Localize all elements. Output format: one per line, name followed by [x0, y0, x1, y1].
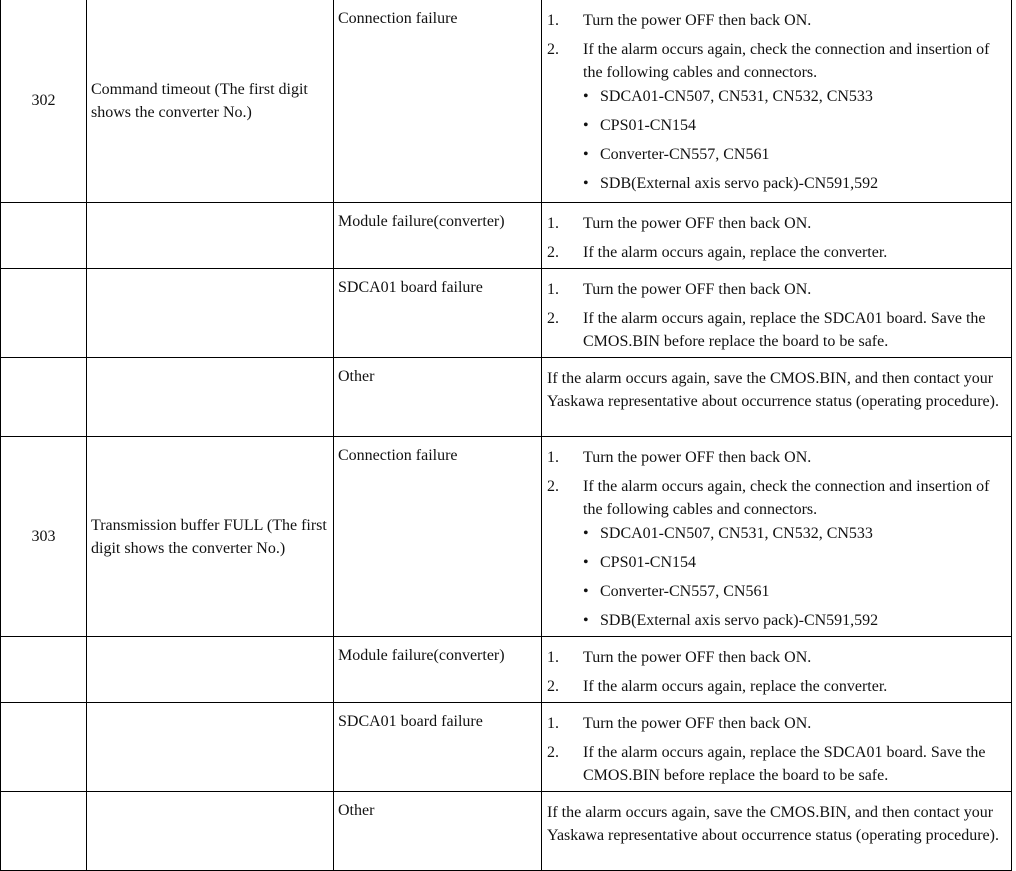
table-row	[1, 703, 1012, 792]
remedy-step	[547, 212, 1003, 235]
list-item: • SDCA01-CN507, CN531, CN532, CN533	[583, 85, 1003, 108]
empty-name-cell	[87, 269, 334, 358]
bullet-icon: •	[583, 175, 589, 192]
remedy-cell	[542, 0, 1012, 203]
remedy-step	[547, 9, 1003, 32]
remedy-cell	[542, 637, 1012, 703]
cause-cell	[334, 0, 542, 203]
step-number: 1.	[547, 715, 559, 732]
table-row	[1, 203, 1012, 269]
step-text: If the alarm occurs again, replace the SDCA01 board. Save the CMOS.BIN before replace the board to be safe.	[583, 744, 986, 784]
remedy-cell	[542, 358, 1012, 437]
step-number: 1.	[547, 12, 559, 29]
alarm-name-cell	[87, 437, 334, 637]
step-text: Turn the power OFF then back ON.	[583, 215, 812, 232]
list-item: • CPS01-CN154	[583, 114, 1003, 137]
alarm-number: 303	[31, 527, 56, 545]
step-text: If the alarm occurs again, replace the SDCA01 board. Save the CMOS.BIN before replace the board to be safe.	[583, 310, 986, 350]
alarm-name: Command timeout (The first digit shows the converter No.)	[91, 81, 308, 121]
bullet-icon: •	[583, 117, 589, 134]
step-number: 2.	[547, 678, 559, 695]
alarm-number-cell	[1, 0, 87, 203]
remedy-cell	[542, 703, 1012, 792]
remedy-cell	[542, 437, 1012, 637]
list-item: • SDB(External axis servo pack)-CN591,592	[583, 172, 1003, 195]
alarm-name-cell	[87, 0, 334, 203]
step-text: Turn the power OFF then back ON.	[583, 12, 812, 29]
bullet-icon: •	[583, 146, 589, 163]
remedy-step	[547, 675, 1003, 698]
step-number: 1.	[547, 215, 559, 232]
remedy-step	[547, 475, 1003, 632]
step-text: Turn the power OFF then back ON.	[583, 715, 812, 732]
remedy-step	[547, 278, 1003, 301]
remedy-step	[547, 646, 1003, 669]
cause-cell	[334, 637, 542, 703]
list-item: • SDCA01-CN507, CN531, CN532, CN533	[583, 522, 1003, 545]
step-number: 2.	[547, 244, 559, 261]
empty-number-cell	[1, 792, 87, 871]
remedy-cell	[542, 269, 1012, 358]
empty-name-cell	[87, 792, 334, 871]
list-item: • Converter-CN557, CN561	[583, 580, 1003, 603]
table-row	[1, 358, 1012, 437]
table-row	[1, 269, 1012, 358]
alarm-name: Transmission buffer FULL (The first digit shows the converter No.)	[91, 516, 327, 557]
remedy-step	[547, 38, 1003, 195]
step-text: Turn the power OFF then back ON.	[583, 281, 812, 298]
cause-text: Module failure(converter)	[338, 647, 505, 664]
remedy-text: If the alarm occurs again, save the CMOS.BIN, and then contact your Yaskawa representative about occurrence status (operating procedure).	[547, 370, 999, 410]
empty-number-cell	[1, 269, 87, 358]
step-number: 2.	[547, 478, 559, 495]
step-number: 1.	[547, 649, 559, 666]
cause-cell	[334, 792, 542, 871]
remedy-step	[547, 712, 1003, 735]
bullet-icon: •	[583, 583, 589, 600]
bullet-icon: •	[583, 554, 589, 571]
empty-name-cell	[87, 358, 334, 437]
list-item: • SDB(External axis servo pack)-CN591,592	[583, 609, 1003, 632]
empty-number-cell	[1, 703, 87, 792]
cause-text: SDCA01 board failure	[338, 279, 483, 296]
remedy-step	[547, 307, 1003, 353]
cause-text: Other	[338, 368, 375, 385]
cause-cell	[334, 269, 542, 358]
connector-list	[583, 85, 1003, 195]
empty-name-cell	[87, 637, 334, 703]
cause-text: Other	[338, 802, 375, 819]
bullet-icon: •	[583, 525, 589, 542]
empty-number-cell	[1, 358, 87, 437]
step-text: If the alarm occurs again, check the connection and insertion of the following cables and connectors.	[583, 478, 990, 518]
step-number: 2.	[547, 310, 559, 327]
table-row	[1, 637, 1012, 703]
empty-number-cell	[1, 203, 87, 269]
empty-name-cell	[87, 703, 334, 792]
step-text: Turn the power OFF then back ON.	[583, 449, 812, 466]
table-row	[1, 792, 1012, 871]
step-text: Turn the power OFF then back ON.	[583, 649, 812, 666]
cause-cell	[334, 437, 542, 637]
cause-cell	[334, 203, 542, 269]
remedy-step	[547, 741, 1003, 787]
step-number: 1.	[547, 449, 559, 466]
cause-cell	[334, 358, 542, 437]
remedy-cell	[542, 203, 1012, 269]
remedy-cell	[542, 792, 1012, 871]
cause-text: Module failure(converter)	[338, 213, 505, 230]
list-item: • Converter-CN557, CN561	[583, 143, 1003, 166]
remedy-text: If the alarm occurs again, save the CMOS.BIN, and then contact your Yaskawa representative about occurrence status (operating procedure).	[547, 804, 999, 844]
cause-text: SDCA01 board failure	[338, 713, 483, 730]
step-text: If the alarm occurs again, replace the converter.	[583, 244, 888, 261]
remedy-step	[547, 241, 1003, 264]
cause-text: Connection failure	[338, 447, 458, 464]
cause-text: Connection failure	[338, 10, 458, 27]
cause-cell	[334, 703, 542, 792]
empty-name-cell	[87, 203, 334, 269]
list-item: • CPS01-CN154	[583, 551, 1003, 574]
step-number: 1.	[547, 281, 559, 298]
step-text: If the alarm occurs again, replace the converter.	[583, 678, 888, 695]
empty-number-cell	[1, 637, 87, 703]
alarm-number-cell	[1, 437, 87, 637]
table-row	[1, 437, 1012, 637]
alarm-number: 302	[31, 92, 56, 109]
step-text: If the alarm occurs again, check the connection and insertion of the following cables and connectors.	[583, 41, 990, 81]
bullet-icon: •	[583, 612, 589, 629]
connector-list	[583, 522, 1003, 632]
step-number: 2.	[547, 744, 559, 761]
remedy-step	[547, 446, 1003, 469]
table-row	[1, 0, 1012, 203]
bullet-icon: •	[583, 88, 589, 105]
step-number: 2.	[547, 41, 559, 58]
